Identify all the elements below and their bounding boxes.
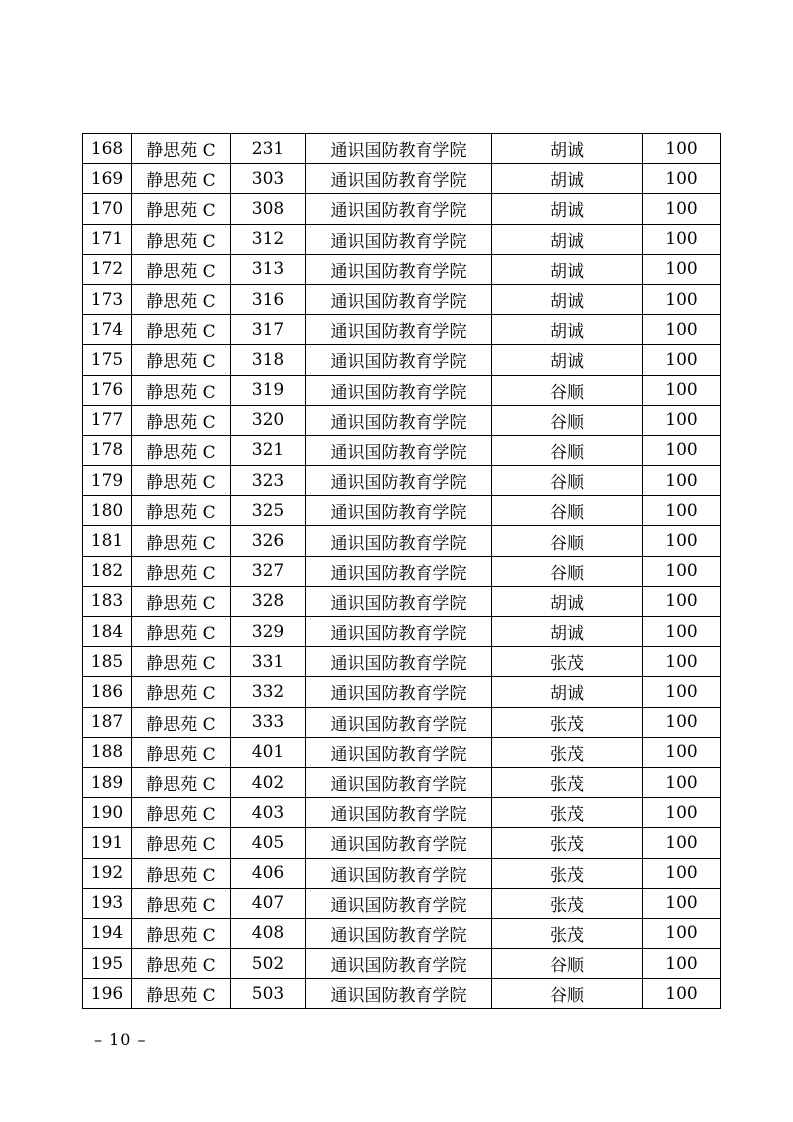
building-cell: 静思苑 C [132,798,231,828]
room-number-cell: 407 [231,888,306,918]
college-cell: 通识国防教育学院 [306,798,492,828]
score-cell: 100 [643,284,721,314]
row-index-cell: 185 [83,647,132,677]
room-number-cell: 319 [231,375,306,405]
college-cell: 通识国防教育学院 [306,828,492,858]
building-cell: 静思苑 C [132,254,231,284]
room-number-cell: 323 [231,466,306,496]
building-cell: 静思苑 C [132,134,231,164]
score-cell: 100 [643,526,721,556]
college-cell: 通识国防教育学院 [306,345,492,375]
score-cell: 100 [643,375,721,405]
room-number-cell: 408 [231,918,306,948]
college-cell: 通识国防教育学院 [306,134,492,164]
inspector-name-cell: 胡诚 [492,315,643,345]
inspector-name-cell: 胡诚 [492,224,643,254]
room-number-cell: 320 [231,405,306,435]
college-cell: 通识国防教育学院 [306,254,492,284]
score-cell: 100 [643,617,721,647]
college-cell: 通识国防教育学院 [306,284,492,314]
college-cell: 通识国防教育学院 [306,405,492,435]
building-cell: 静思苑 C [132,526,231,556]
row-index-cell: 174 [83,315,132,345]
table-row [83,164,721,194]
room-number-cell: 331 [231,647,306,677]
college-cell: 通识国防教育学院 [306,375,492,405]
score-cell: 100 [643,194,721,224]
row-index-cell: 196 [83,979,132,1009]
score-cell: 100 [643,556,721,586]
college-cell: 通识国防教育学院 [306,767,492,797]
table-row [83,647,721,677]
room-number-cell: 325 [231,496,306,526]
inspector-name-cell: 谷顺 [492,435,643,465]
row-index-cell: 182 [83,556,132,586]
college-cell: 通识国防教育学院 [306,979,492,1009]
score-cell: 100 [643,586,721,616]
score-cell: 100 [643,496,721,526]
college-cell: 通识国防教育学院 [306,466,492,496]
college-cell: 通识国防教育学院 [306,888,492,918]
row-index-cell: 193 [83,888,132,918]
score-cell: 100 [643,949,721,979]
inspector-name-cell: 张茂 [492,888,643,918]
college-cell: 通识国防教育学院 [306,496,492,526]
inspector-name-cell: 胡诚 [492,194,643,224]
row-index-cell: 178 [83,435,132,465]
table-row [83,767,721,797]
score-cell: 100 [643,918,721,948]
row-index-cell: 190 [83,798,132,828]
table-row [83,526,721,556]
building-cell: 静思苑 C [132,466,231,496]
room-number-cell: 401 [231,737,306,767]
table-body [83,134,721,1009]
room-number-cell: 316 [231,284,306,314]
inspector-name-cell: 谷顺 [492,949,643,979]
score-cell: 100 [643,164,721,194]
row-index-cell: 183 [83,586,132,616]
building-cell: 静思苑 C [132,284,231,314]
inspector-name-cell: 张茂 [492,858,643,888]
room-number-cell: 503 [231,979,306,1009]
row-index-cell: 179 [83,466,132,496]
row-index-cell: 187 [83,707,132,737]
page-number: – 10 – [94,1030,147,1049]
room-number-cell: 327 [231,556,306,586]
building-cell: 静思苑 C [132,586,231,616]
inspector-name-cell: 张茂 [492,828,643,858]
inspector-name-cell: 谷顺 [492,496,643,526]
building-cell: 静思苑 C [132,435,231,465]
room-number-cell: 403 [231,798,306,828]
building-cell: 静思苑 C [132,888,231,918]
building-cell: 静思苑 C [132,828,231,858]
building-cell: 静思苑 C [132,737,231,767]
score-cell: 100 [643,466,721,496]
row-index-cell: 171 [83,224,132,254]
score-cell: 100 [643,858,721,888]
score-cell: 100 [643,677,721,707]
table-row [83,798,721,828]
row-index-cell: 194 [83,918,132,948]
score-cell: 100 [643,979,721,1009]
inspector-name-cell: 谷顺 [492,556,643,586]
inspector-name-cell: 胡诚 [492,254,643,284]
college-cell: 通识国防教育学院 [306,647,492,677]
table-row [83,134,721,164]
building-cell: 静思苑 C [132,767,231,797]
row-index-cell: 186 [83,677,132,707]
table-row [83,828,721,858]
room-number-cell: 402 [231,767,306,797]
inspector-name-cell: 谷顺 [492,405,643,435]
row-index-cell: 176 [83,375,132,405]
college-cell: 通识国防教育学院 [306,858,492,888]
inspector-name-cell: 胡诚 [492,617,643,647]
college-cell: 通识国防教育学院 [306,586,492,616]
table-row [83,858,721,888]
table-row [83,707,721,737]
building-cell: 静思苑 C [132,405,231,435]
score-cell: 100 [643,405,721,435]
building-cell: 静思苑 C [132,647,231,677]
table-row [83,888,721,918]
score-cell: 100 [643,435,721,465]
inspector-name-cell: 谷顺 [492,979,643,1009]
score-cell: 100 [643,828,721,858]
room-number-cell: 231 [231,134,306,164]
row-index-cell: 181 [83,526,132,556]
building-cell: 静思苑 C [132,496,231,526]
building-cell: 静思苑 C [132,979,231,1009]
room-number-cell: 317 [231,315,306,345]
inspector-name-cell: 张茂 [492,647,643,677]
college-cell: 通识国防教育学院 [306,164,492,194]
table-row [83,737,721,767]
building-cell: 静思苑 C [132,617,231,647]
table-row [83,224,721,254]
college-cell: 通识国防教育学院 [306,617,492,647]
building-cell: 静思苑 C [132,707,231,737]
building-cell: 静思苑 C [132,949,231,979]
college-cell: 通识国防教育学院 [306,677,492,707]
row-index-cell: 173 [83,284,132,314]
room-number-cell: 329 [231,617,306,647]
college-cell: 通识国防教育学院 [306,707,492,737]
college-cell: 通识国防教育学院 [306,315,492,345]
inspector-name-cell: 张茂 [492,707,643,737]
room-number-cell: 406 [231,858,306,888]
table-row [83,586,721,616]
building-cell: 静思苑 C [132,918,231,948]
room-number-cell: 308 [231,194,306,224]
inspector-name-cell: 谷顺 [492,526,643,556]
college-cell: 通识国防教育学院 [306,194,492,224]
room-number-cell: 326 [231,526,306,556]
row-index-cell: 175 [83,345,132,375]
college-cell: 通识国防教育学院 [306,949,492,979]
inspector-name-cell: 张茂 [492,737,643,767]
table-row [83,466,721,496]
building-cell: 静思苑 C [132,315,231,345]
row-index-cell: 192 [83,858,132,888]
room-number-cell: 328 [231,586,306,616]
inspector-name-cell: 胡诚 [492,164,643,194]
table-row [83,315,721,345]
score-cell: 100 [643,737,721,767]
table-row [83,375,721,405]
room-number-cell: 333 [231,707,306,737]
room-number-cell: 318 [231,345,306,375]
building-cell: 静思苑 C [132,375,231,405]
table-row [83,496,721,526]
score-cell: 100 [643,707,721,737]
building-cell: 静思苑 C [132,164,231,194]
row-index-cell: 172 [83,254,132,284]
table-row [83,284,721,314]
score-cell: 100 [643,798,721,828]
score-cell: 100 [643,647,721,677]
room-number-cell: 321 [231,435,306,465]
table-row [83,949,721,979]
row-index-cell: 168 [83,134,132,164]
score-cell: 100 [643,767,721,797]
room-number-cell: 313 [231,254,306,284]
table-row [83,435,721,465]
score-cell: 100 [643,134,721,164]
row-index-cell: 170 [83,194,132,224]
inspector-name-cell: 谷顺 [492,375,643,405]
table-row [83,254,721,284]
college-cell: 通识国防教育学院 [306,556,492,586]
inspector-name-cell: 胡诚 [492,134,643,164]
building-cell: 静思苑 C [132,858,231,888]
inspector-name-cell: 胡诚 [492,345,643,375]
score-cell: 100 [643,345,721,375]
building-cell: 静思苑 C [132,345,231,375]
table-row [83,677,721,707]
score-cell: 100 [643,315,721,345]
college-cell: 通识国防教育学院 [306,737,492,767]
building-cell: 静思苑 C [132,224,231,254]
inspector-name-cell: 张茂 [492,798,643,828]
table-row [83,194,721,224]
room-number-cell: 502 [231,949,306,979]
score-cell: 100 [643,254,721,284]
building-cell: 静思苑 C [132,194,231,224]
college-cell: 通识国防教育学院 [306,435,492,465]
table-row [83,405,721,435]
building-cell: 静思苑 C [132,556,231,586]
row-index-cell: 184 [83,617,132,647]
row-index-cell: 177 [83,405,132,435]
room-number-cell: 405 [231,828,306,858]
row-index-cell: 189 [83,767,132,797]
room-number-cell: 312 [231,224,306,254]
dormitory-score-table [82,133,721,1009]
room-number-cell: 332 [231,677,306,707]
score-cell: 100 [643,888,721,918]
college-cell: 通识国防教育学院 [306,224,492,254]
row-index-cell: 195 [83,949,132,979]
table-row [83,617,721,647]
inspector-name-cell: 胡诚 [492,586,643,616]
row-index-cell: 169 [83,164,132,194]
table-row [83,918,721,948]
table-row [83,979,721,1009]
score-cell: 100 [643,224,721,254]
inspector-name-cell: 张茂 [492,767,643,797]
table-row [83,345,721,375]
table-row [83,556,721,586]
room-number-cell: 303 [231,164,306,194]
inspector-name-cell: 谷顺 [492,466,643,496]
row-index-cell: 191 [83,828,132,858]
college-cell: 通识国防教育学院 [306,526,492,556]
inspector-name-cell: 张茂 [492,918,643,948]
inspector-name-cell: 胡诚 [492,284,643,314]
row-index-cell: 188 [83,737,132,767]
row-index-cell: 180 [83,496,132,526]
inspector-name-cell: 胡诚 [492,677,643,707]
college-cell: 通识国防教育学院 [306,918,492,948]
building-cell: 静思苑 C [132,677,231,707]
